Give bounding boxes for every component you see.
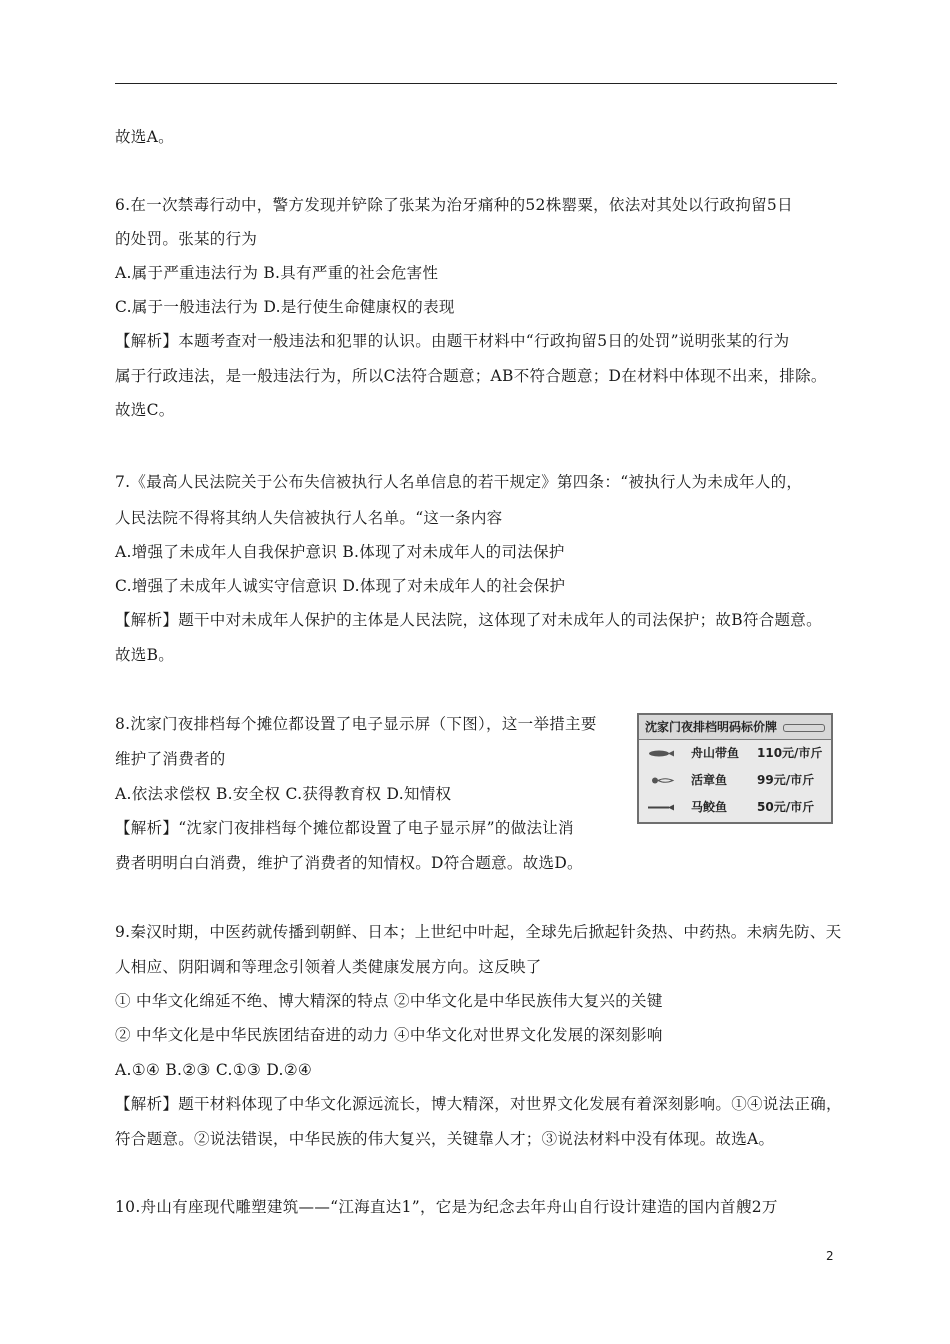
question-8-analysis: 费者明明白白消费，维护了消费者的知情权。D符合题意。故选D。 [115, 854, 583, 872]
price-sign-row [639, 767, 831, 794]
fish-price: 99元/市斤 [757, 773, 815, 787]
question-6-stem: 6.在一次禁毒行动中，警方发现并铲除了张某为治牙痛种的52株罂粟，依法对其处以行政拘留5日 [115, 196, 793, 214]
fish-name: 舟山带鱼 [691, 746, 740, 760]
fish-decoration-icon [783, 724, 825, 732]
question-7-stem: 人民法院不得将其纳人失信被执行人名单。“这一条内容 [115, 509, 503, 527]
price-sign-title [639, 715, 831, 740]
question-6-answer: 故选C。 [115, 401, 175, 419]
price-sign-row [639, 740, 831, 767]
header-rule [115, 83, 837, 84]
fish-price: 110元/市斤 [757, 746, 823, 760]
question-9-analysis: 【解析】题干材料体现了中华文化源远流长，博大精深，对世界文化发展有着深刻影响。①④说法正确， [115, 1095, 842, 1113]
question-6-analysis: 属于行政违法，是一般违法行为，所以C法符合题意；AB不符合题意；D在材料中体现不出来，排除。 [115, 367, 827, 385]
price-sign-title-text: 沈家门夜排档明码标价牌 [645, 720, 778, 734]
fish-name: 活章鱼 [691, 773, 728, 787]
price-sign-row [639, 794, 831, 821]
question-8-stem: 维护了消费者的 [115, 750, 226, 768]
question-9-options: A.①④ B.②③ C.①③ D.②④ [115, 1061, 313, 1079]
octopus-icon [647, 777, 675, 784]
question-6-options: A.属于严重违法行为 B.具有严重的社会危害性 [115, 264, 439, 282]
question-9-statements: ① 中华文化绵延不绝、博大精深的特点 ②中华文化是中华民族伟大复兴的关键 [115, 992, 663, 1010]
fish-icon [647, 750, 675, 757]
question-7-stem: 7.《最高人民法院关于公布失信被执行人名单信息的若干规定》第四条：“被执行人为未成年人的， [115, 473, 803, 491]
question-8-analysis: 【解析】“沈家门夜排档每个摊位都设置了电子显示屏”的做法让消 [115, 819, 574, 837]
question-8-options: A.依法求偿权 B.安全权 C.获得教育权 D.知情权 [115, 785, 452, 803]
question-10-stem: 10.舟山有座现代雕塑建筑——“江海直达1”，它是为纪念去年舟山自行设计建造的国内首艘2万 [115, 1198, 778, 1216]
page-number: 2 [826, 1249, 834, 1263]
text-line: 故选A。 [115, 128, 174, 146]
question-7-analysis: 【解析】题干中对未成年人保护的主体是人民法院，这体现了对未成年人的司法保护；故B符合题意。 [115, 611, 822, 629]
question-8-stem: 8.沈家门夜排档每个摊位都设置了电子显示屏（下图），这一举措主要 [115, 715, 597, 733]
question-9-statements: ② 中华文化是中华民族团结奋进的动力 ④中华文化对世界文化发展的深刻影响 [115, 1026, 663, 1044]
question-9-analysis: 符合题意。②说法错误，中华民族的伟大复兴，关键靠人才；③说法材料中没有体现。故选A。 [115, 1130, 775, 1148]
question-7-answer: 故选B。 [115, 646, 175, 664]
question-7-options: A.增强了未成年人自我保护意识 B.体现了对未成年人的司法保护 [115, 543, 565, 561]
question-7-options: C.增强了未成年人诚实守信意识 D.体现了对未成年人的社会保护 [115, 577, 566, 595]
question-9-stem: 人相应、阴阳调和等理念引领着人类健康发展方向。这反映了 [115, 958, 542, 976]
fish-name: 马鲛鱼 [691, 800, 728, 814]
fish-icon [647, 804, 675, 811]
fish-price: 50元/市斤 [757, 800, 815, 814]
question-9-stem: 9.秦汉时期，中医药就传播到朝鲜、日本；上世纪中叶起，全球先后掀起针灸热、中药热。未病先防、天 [115, 923, 842, 941]
question-6-options: C.属于一般违法行为 D.是行使生命健康权的表现 [115, 298, 455, 316]
question-6-analysis: 【解析】本题考查对一般违法和犯罪的认识。由题干材料中“行政拘留5日的处罚”说明张某的行为 [115, 332, 790, 350]
question-6-stem: 的处罚。张某的行为 [115, 230, 258, 248]
price-sign-image [637, 713, 833, 824]
